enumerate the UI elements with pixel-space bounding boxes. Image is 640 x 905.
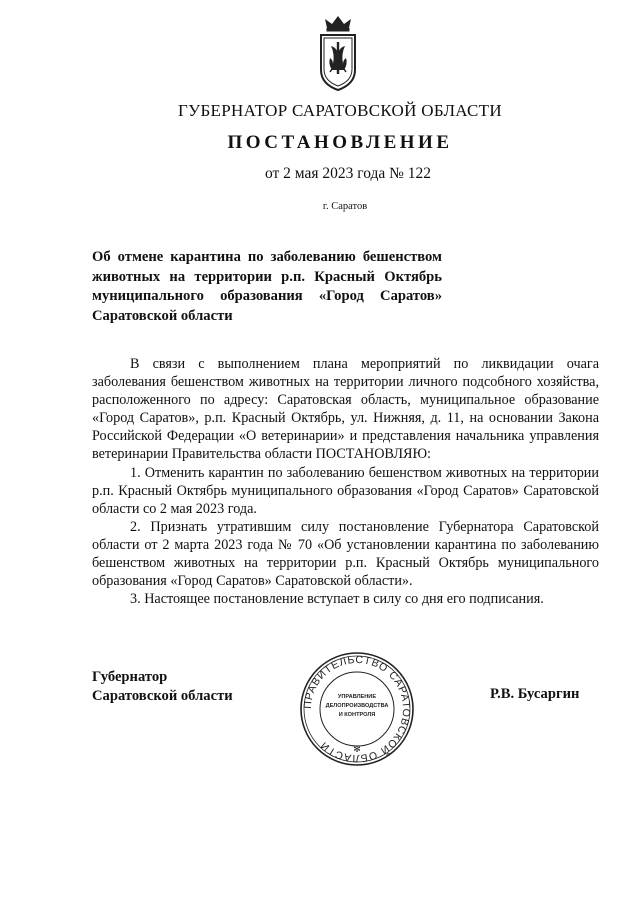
title-line: муниципального образования «Город Саратов» bbox=[92, 288, 442, 304]
seal-center-line: И КОНТРОЛЯ bbox=[338, 712, 376, 718]
preamble-paragraph: В связи с выполнением плана мероприятий по ликвидации очага заболевания бешенством животных на территории личного подсобного хозяйства, расположенного по адресу: Саратовская область, муниципальное образование «Город Саратов», р.п. Красный Октябрь, ул. Нижняя, д. 11, на основании Закона Российской Федерации «О ветеринарии» и представления начальника управления ветеринарии Правительства области ПОСТАНОВЛЯЮ: bbox=[92, 356, 599, 463]
decree-title bbox=[92, 248, 442, 326]
decree-body bbox=[92, 355, 599, 608]
official-seal-stamp bbox=[298, 650, 416, 768]
document-place: г. Саратов bbox=[322, 201, 368, 212]
title-line: Об отмене карантина по заболеванию бешенством bbox=[92, 249, 442, 265]
coat-of-arms-icon bbox=[316, 14, 360, 92]
seal-center-line: ДЕЛОПРОИЗВОДСТВА bbox=[325, 703, 389, 709]
seal-center-line: УПРАВЛЕНИЕ bbox=[337, 694, 377, 700]
position-line: Губернатор bbox=[92, 669, 168, 685]
clause-1-paragraph: 1. Отменить карантин по заболеванию бешенством животных на территории р.п. Красный Октябрь муниципального образования «Город Саратов» Саратовской области со 2 мая 2023 года. bbox=[92, 464, 599, 517]
title-line: животных на территории р.п. Красный Октябрь bbox=[92, 268, 442, 285]
document-date-number: от 2 мая 2023 года № 122 bbox=[264, 165, 432, 182]
title-line: Саратовской области bbox=[92, 307, 233, 324]
document-type: ПОСТАНОВЛЕНИЕ bbox=[227, 132, 453, 153]
clause-2-paragraph: 2. Признать утратившим силу постановление Губернатора Саратовской области от 2 марта 2023 года № 70 «Об установлении карантина по заболеванию бешенством животных на территории р.п. Красный Октябрь муниципального образования «Город Саратов» Саратовской области». bbox=[92, 518, 599, 590]
signatory-name: Р.В. Бусаргин bbox=[490, 686, 580, 702]
position-line: Саратовской области bbox=[92, 688, 233, 704]
seal-ring-text: ПРАВИТЕЛЬСТВО САРАТОВСКОЙ ОБЛАСТИ bbox=[301, 653, 413, 765]
signatory-position bbox=[92, 668, 233, 706]
clause-3-paragraph: 3. Настоящее постановление вступает в силу со дня его подписания. bbox=[130, 591, 544, 608]
issuing-authority: ГУБЕРНАТОР САРАТОВСКОЙ ОБЛАСТИ bbox=[178, 101, 502, 120]
seal-star-icon: ✻ bbox=[353, 745, 361, 755]
